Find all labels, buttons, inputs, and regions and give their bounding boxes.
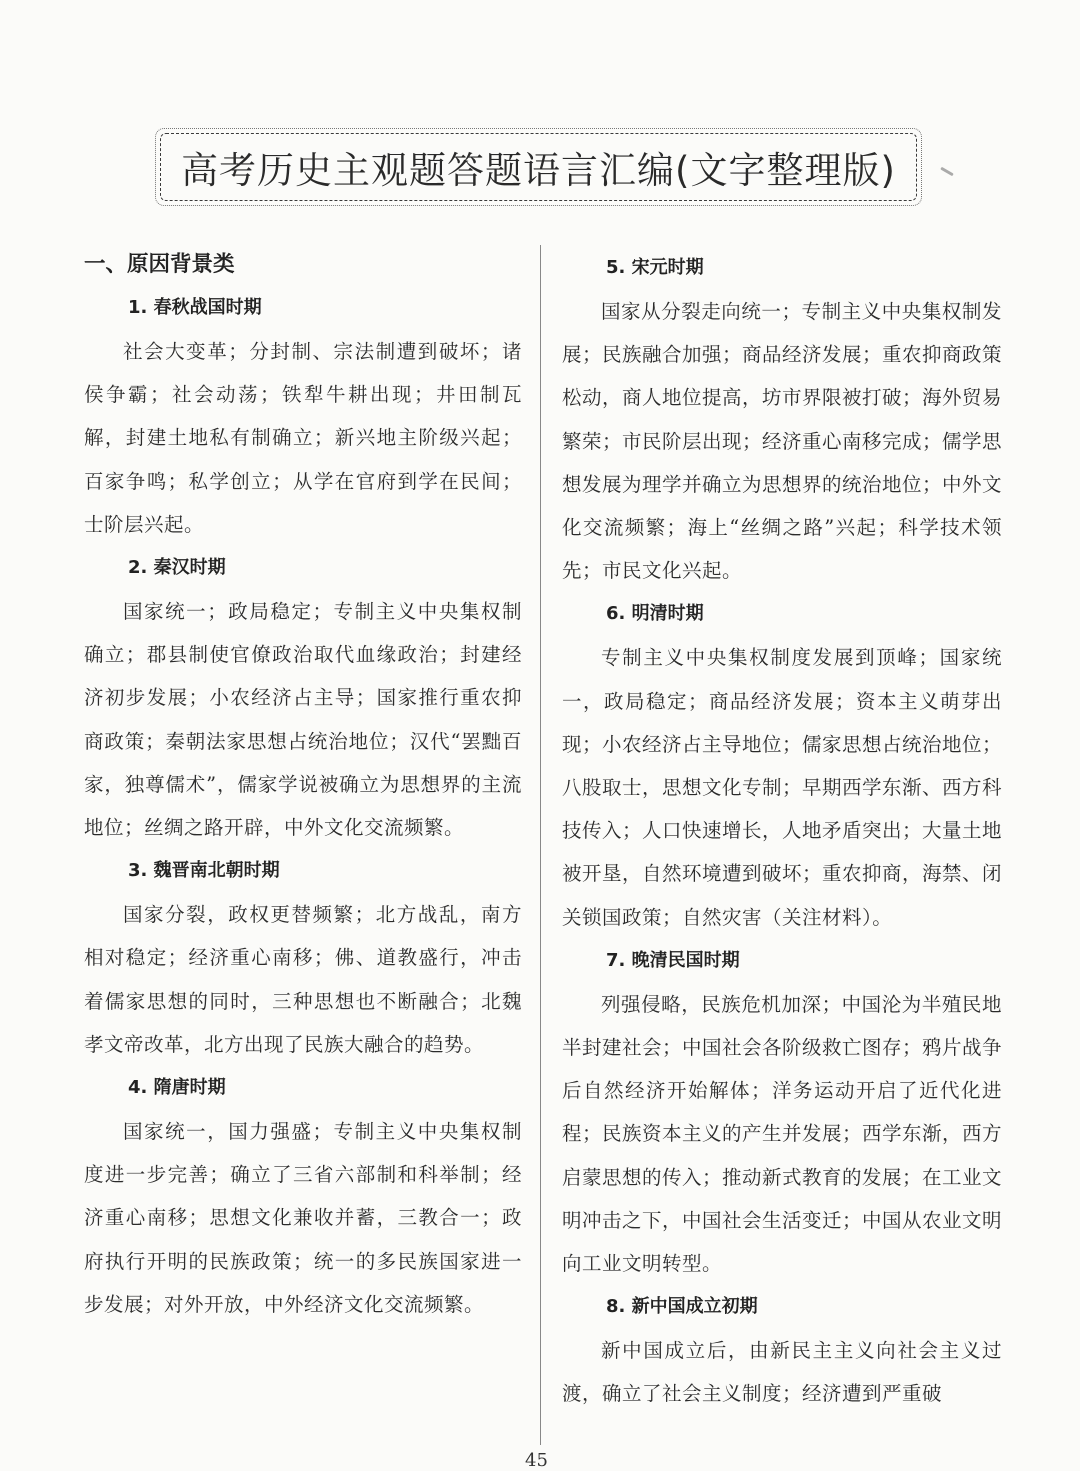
section-heading: 一、原因背景类	[84, 252, 235, 277]
subsection-heading: 5. 宋元时期	[606, 257, 704, 278]
subsection-heading: 1. 春秋战国时期	[128, 297, 262, 318]
title-box	[160, 133, 917, 201]
left-column	[84, 244, 522, 1326]
page-title: 高考历史主观题答题语言汇编(文字整理版)	[181, 149, 896, 192]
paragraph: 国家从分裂走向统一；专制主义中央集权制发展；民族融合加强；商品经济发展；重农抑商政策松动，商人地位提高，坊市界限被打破；海外贸易繁荣；市民阶层出现；经济重心南移完成；儒学思想发展为理学并确立为思想界的统治地位；中外文化交流频繁；海上“丝绸之路”兴起；科学技术领先；市民文化兴起。	[562, 300, 1003, 583]
paragraph: 国家统一，国力强盛；专制主义中央集权制度进一步完善；确立了三省六部制和科举制；经济重心南移；思想文化兼收并蓄，三教合一；政府执行开明的民族政策；统一的多民族国家进一步发展；对外开放，中外经济文化交流频繁。	[84, 1120, 522, 1316]
paragraph: 国家统一；政局稳定；专制主义中央集权制确立；郡县制使官僚政治取代血缘政治；封建经济初步发展；小农经济占主导；国家推行重农抑商政策；秦朝法家思想占统治地位；汉代“罢黜百家，独尊儒术”，儒家学说被确立为思想界的主流地位；丝绸之路开辟，中外文化交流频繁。	[84, 600, 522, 840]
paragraph: 列强侵略，民族危机加深；中国沦为半殖民地半封建社会；中国社会各阶级救亡图存；鸦片战争后自然经济开始解体；洋务运动开启了近代化进程；民族资本主义的产生并发展；西学东渐，西方启蒙思想的传入；推动新式教育的发展；在工业文明冲击之下，中国社会生活变迁；中国从农业文明向工业文明转型。	[562, 992, 1003, 1276]
paragraph: 社会大变革；分封制、宗法制遭到破坏；诸侯争霸；社会动荡；铁犁牛耕出现；井田制瓦解，封建土地私有制确立；新兴地主阶级兴起；百家争鸣；私学创立；从学在官府到学在民间；士阶层兴起。	[84, 340, 522, 536]
page-number: 45	[525, 1450, 548, 1471]
column-divider	[540, 245, 541, 1445]
subsection-heading: 3. 魏晋南北朝时期	[128, 860, 280, 882]
paragraph: 国家分裂，政权更替频繁；北方战乱，南方相对稳定；经济重心南移；佛、道教盛行，冲击着儒家思想的同时，三种思想也不断融合；北魏孝文帝改革，北方出现了民族大融合的趋势。	[84, 903, 522, 1056]
right-column	[562, 246, 1002, 1416]
paragraph: 新中国成立后，由新民主主义向社会主义过渡，确立了社会主义制度；经济遭到严重破	[562, 1339, 1002, 1406]
scan-smudge	[940, 167, 954, 177]
subsection-heading: 4. 隋唐时期	[128, 1077, 226, 1099]
subsection-heading: 6. 明清时期	[606, 603, 704, 625]
subsection-heading: 8. 新中国成立初期	[606, 1296, 758, 1318]
subsection-heading: 2. 秦汉时期	[128, 557, 226, 579]
subsection-heading: 7. 晚清民国时期	[606, 949, 740, 971]
paragraph: 专制主义中央集权制度发展到顶峰；国家统一，政局稳定；商品经济发展；资本主义萌芽出现；小农经济占主导地位；儒家思想占统治地位；八股取士，思想文化专制；早期西学东渐、西方科技传入；人口快速增长，人地矛盾突出；大量土地被开垦，自然环境遭到破坏；重农抑商，海禁、闭关锁国政策；自然灾害（关注材料）。	[562, 646, 1003, 929]
